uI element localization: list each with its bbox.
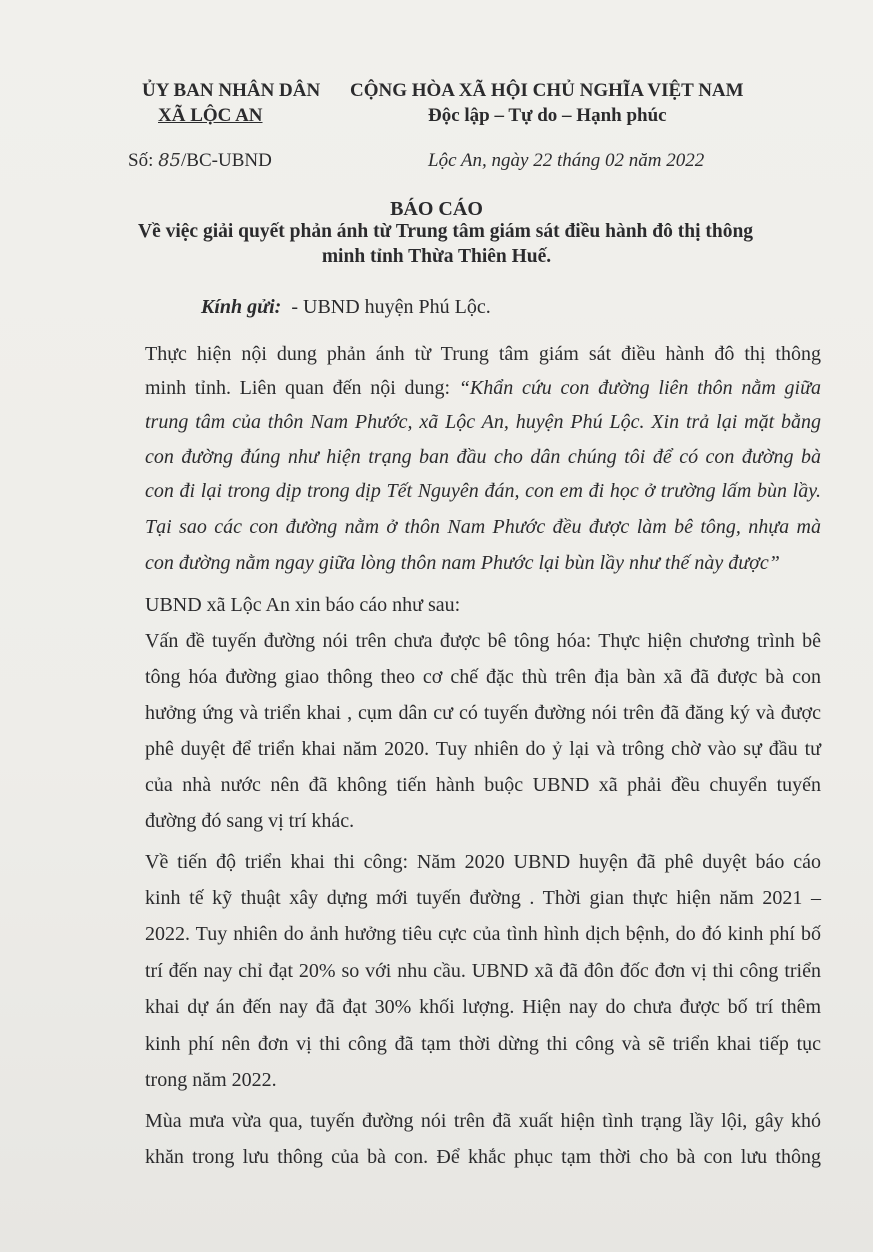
quoted-line: con đường đúng như hiện trạng ban đầu cho dân chúng tôi để có con đường bà bbox=[145, 446, 821, 468]
issuer-name: ỦY BAN NHÂN DÂN bbox=[142, 80, 321, 101]
number-suffix: /BC-UBND bbox=[181, 150, 272, 171]
report-title: BÁO CÁO bbox=[390, 198, 483, 220]
body-line: tông hóa đường giao thông theo cơ chế đặc thù trên địa bàn xã đã được bà con bbox=[145, 666, 821, 688]
body-line: Mùa mưa vừa qua, tuyến đường nói trên đã xuất hiện tình trạng lầy lội, gây khó bbox=[145, 1110, 821, 1132]
body-line bbox=[145, 377, 821, 400]
quoted-text: “Khẩn cứu con đường liên thôn nằm giữa bbox=[458, 377, 822, 399]
quoted-line: con đường nằm ngay giữa lòng thôn nam Phước lại bùn lầy như thế này được” bbox=[145, 552, 780, 574]
body-line: hưởng ứng và triển khai , cụm dân cư có tuyến đường nói trên đã đăng ký và được bbox=[145, 702, 821, 724]
body-line: Thực hiện nội dung phản ánh từ Trung tâm giám sát điều hành đô thị thông bbox=[145, 343, 821, 365]
quoted-line: trung tâm của thôn Nam Phước, xã Lộc An, huyện Phú Lộc. Xin trả lại mặt bằng bbox=[145, 411, 821, 433]
issuer-commune: XÃ LỘC AN bbox=[158, 105, 263, 126]
body-line: của nhà nước nên đã không tiến hành buộc UBND xã phải đều chuyển tuyến bbox=[145, 774, 821, 796]
national-title: CỘNG HÒA XÃ HỘI CHỦ NGHĨA VIỆT NAM bbox=[350, 80, 744, 101]
body-line: kinh tế kỹ thuật xây dựng mới tuyến đường . Thời gian thực hiện năm 2021 – bbox=[145, 887, 821, 909]
body-line: UBND xã Lộc An xin báo cáo như sau: bbox=[145, 594, 461, 616]
report-subtitle-line1: Về việc giải quyết phản ánh từ Trung tâm giám sát điều hành đô thị thông bbox=[138, 221, 754, 242]
number-prefix: Số: bbox=[128, 150, 154, 171]
handwritten-number: 85 bbox=[158, 150, 182, 171]
body-line: khăn trong lưu thông của bà con. Để khắc phục tạm thời cho bà con lưu thông bbox=[145, 1146, 821, 1168]
place-date: Lộc An, ngày 22 tháng 02 năm 2022 bbox=[428, 150, 705, 171]
body-line: đường đó sang vị trí khác. bbox=[145, 810, 355, 832]
recipient-value: - UBND huyện Phú Lộc. bbox=[291, 296, 491, 318]
body-line: 2022. Tuy nhiên do ảnh hưởng tiêu cực của tình hình dịch bệnh, do đó kinh phí bố bbox=[145, 923, 821, 945]
body-line: Vấn đề tuyến đường nói trên chưa được bê tông hóa: Thực hiện chương trình bê bbox=[145, 630, 821, 652]
recipient bbox=[201, 296, 491, 319]
body-line: kinh phí nên đơn vị thi công đã tạm thời dừng thi công và sẽ triển khai tiếp tục bbox=[145, 1033, 821, 1055]
document-number bbox=[128, 150, 272, 172]
report-subtitle-line2: minh tỉnh Thừa Thiên Huế. bbox=[321, 246, 552, 267]
body-line: khai dự án đến nay đã đạt 30% khối lượng. Hiện nay do chưa được bố trí thêm bbox=[145, 996, 821, 1018]
quoted-line: Tại sao các con đường nằm ở thôn Nam Phước đều được làm bê tông, nhựa mà bbox=[145, 516, 821, 538]
body-text: minh tỉnh. Liên quan đến nội dung: bbox=[145, 377, 451, 399]
quoted-line: con đi lại trong dịp trong dịp Tết Nguyên đán, con em đi học ở trường lấm bùn lầy. bbox=[145, 480, 821, 502]
body-line: trí đến nay chỉ đạt 20% so với nhu cầu. UBND xã đã đôn đốc đơn vị thi công triển bbox=[145, 960, 821, 982]
national-motto: Độc lập – Tự do – Hạnh phúc bbox=[428, 105, 667, 126]
recipient-label: Kính gửi: bbox=[201, 296, 282, 318]
body-line: Về tiến độ triển khai thi công: Năm 2020 UBND huyện đã phê duyệt báo cáo bbox=[145, 851, 821, 873]
body-line: trong năm 2022. bbox=[145, 1069, 277, 1091]
body-line: phê duyệt để triển khai năm 2020. Tuy nhiên do ỷ lại và trông chờ vào sự đầu tư bbox=[145, 738, 821, 760]
